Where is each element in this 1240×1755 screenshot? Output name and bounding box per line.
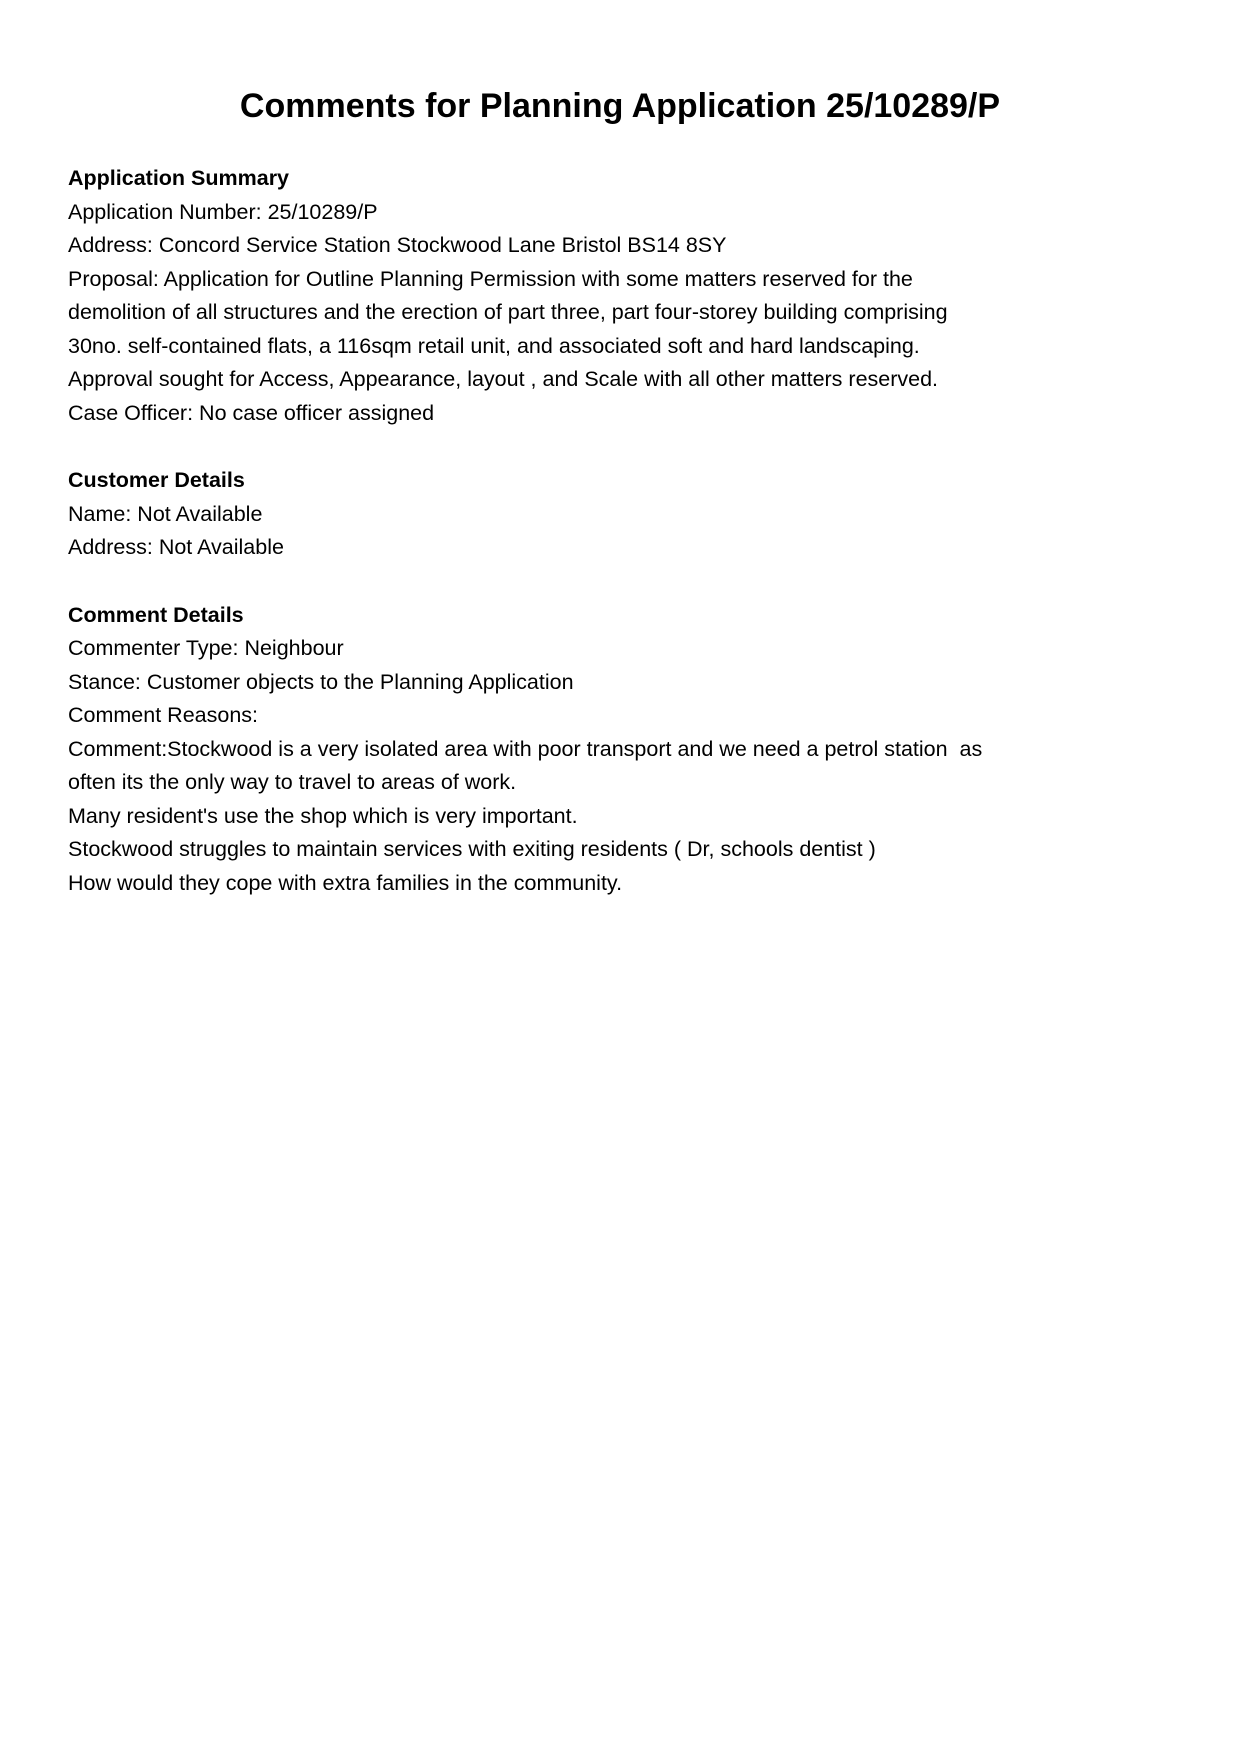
- comment-text-line-3: Many resident's use the shop which is very important.: [68, 803, 578, 828]
- approval-line: Approval sought for Access, Appearance, layout , and Scale with all other matters reserved.: [68, 367, 939, 391]
- stance-line: Stance: Customer objects to the Planning Application: [68, 669, 574, 694]
- document-content: [68, 162, 1108, 900]
- proposal-line-3: 30no. self-contained flats, a 116sqm retail unit, and associated soft and hard landscaping.: [68, 333, 920, 358]
- comment-text-line-2: often its the only way to travel to areas of work.: [68, 770, 517, 794]
- proposal-line-1: Proposal: Application for Outline Planning Permission with some matters reserved for the: [68, 266, 913, 291]
- comment-reasons-line: Comment Reasons:: [68, 703, 258, 727]
- proposal-line-2: demolition of all structures and the erection of part three, part four-storey building comprising: [68, 300, 948, 324]
- section-application-summary: [68, 162, 1108, 430]
- section-customer-details: [68, 464, 1108, 565]
- section-heading-customer-details: Customer Details: [68, 468, 245, 492]
- section-comment-details: [68, 599, 1108, 901]
- comment-text-line-1: Comment:Stockwood is a very isolated area with poor transport and we need a petrol station as: [68, 736, 983, 761]
- customer-name-line: Name: Not Available: [68, 501, 263, 526]
- commenter-type-line: Commenter Type: Neighbour: [68, 636, 344, 660]
- customer-address-line: Address: Not Available: [68, 535, 284, 559]
- comment-text-line-5: How would they cope with extra families in the community.: [68, 870, 623, 895]
- case-officer-line: Case Officer: No case officer assigned: [68, 400, 435, 425]
- document-title: Comments for Planning Application 25/10289/P: [239, 87, 1001, 125]
- application-number-line: Application Number: 25/10289/P: [68, 199, 378, 224]
- section-heading-comment-details: Comment Details: [68, 602, 244, 627]
- section-heading-application-summary: Application Summary: [68, 166, 290, 190]
- address-line: Address: Concord Service Station Stockwood Lane Bristol BS14 8SY: [68, 233, 727, 257]
- comment-text-line-4: Stockwood struggles to maintain services with exiting residents ( Dr, schools dentist ): [68, 837, 876, 861]
